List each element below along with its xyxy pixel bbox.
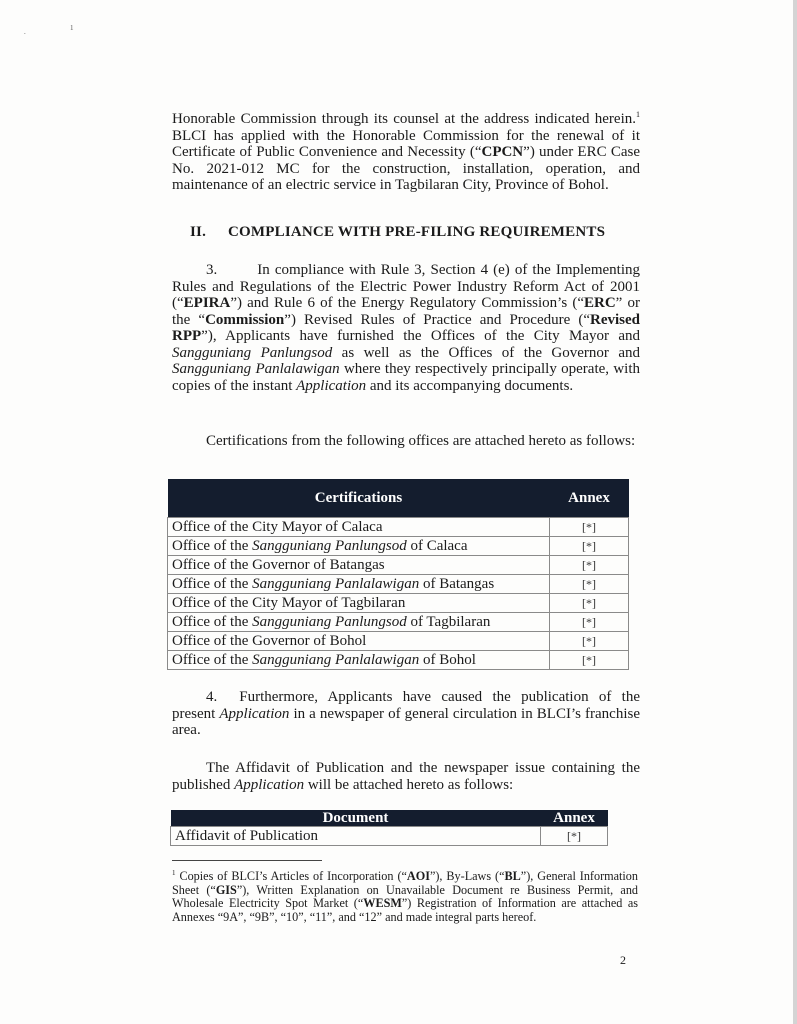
footnote-divider bbox=[172, 860, 322, 861]
page-number: 2 bbox=[620, 953, 626, 967]
paragraph-affidavit: The Affidavit of Publication and the newspaper issue containing the published Application will be attached hereto as follows: bbox=[172, 760, 640, 793]
annex-cell: [*] bbox=[550, 556, 629, 575]
paragraph-number: 4. bbox=[206, 689, 218, 705]
certification-cell: Office of the Sangguniang Panlalawigan of Bohol bbox=[168, 651, 550, 670]
paragraph-4: 4. Furthermore, Applicants have caused the publication of the present Application in a newspaper of general circulation in BLCI’s franchise area. bbox=[172, 689, 640, 738]
paragraph-number: 3. bbox=[206, 262, 218, 278]
footnote: $^1$ Copies of BLCI’s Articles of Incorporation (“AOI”), By-Laws (“BL”), General Information Sheet (“GIS”), Written Explanation on Unavailable Document re Business Permit, and Wholesale Electricity Spot Market (“WESM”) Registration of Information are attached as Annexes “9A”, “9B”, “10”, “11”, and “12” and made integral parts hereof. bbox=[172, 869, 639, 924]
table-row bbox=[168, 613, 629, 632]
annex-cell: [*] bbox=[550, 613, 629, 632]
column-header-certifications: Certifications bbox=[168, 479, 550, 518]
annex-cell: [*] bbox=[541, 827, 608, 846]
annex-cell: [*] bbox=[550, 518, 629, 537]
annex-cell: [*] bbox=[550, 594, 629, 613]
certification-cell: Office of the Sangguniang Panlungsod of Tagbilaran bbox=[168, 613, 550, 632]
scan-mark: . bbox=[24, 28, 26, 36]
certification-cell: Office of the Sangguniang Panlungsod of Calaca bbox=[168, 537, 550, 556]
section-number: II. bbox=[190, 224, 207, 240]
certification-cell: Office of the Sangguniang Panlalawigan of Batangas bbox=[168, 575, 550, 594]
certifications-table bbox=[167, 479, 629, 670]
table-row bbox=[168, 556, 629, 575]
table-row bbox=[168, 518, 629, 537]
column-header-document: Document bbox=[171, 810, 541, 827]
table-row bbox=[168, 594, 629, 613]
table-row bbox=[168, 575, 629, 594]
column-header-annex: Annex bbox=[550, 479, 629, 518]
paragraph-intro: Honorable Commission through its counsel at the address indicated herein.$^1$ BLCI has applied with the Honorable Commission for the renewal of it Certificate of Public Convenience and Necessity (“CPCN”) under ERC Case No. 2021-012 MC for the construction, installation, operation, and maintenance of an electric service in Tagbilaran City, Province of Bohol. bbox=[172, 110, 641, 193]
column-header-annex: Annex bbox=[541, 810, 608, 827]
page-edge bbox=[793, 0, 797, 1024]
table-header-row bbox=[171, 810, 608, 827]
certification-cell: Office of the City Mayor of Tagbilaran bbox=[168, 594, 550, 613]
table-row bbox=[168, 651, 629, 670]
annex-cell: [*] bbox=[550, 632, 629, 651]
paragraph-certifications: Certifications from the following offices are attached hereto as follows: bbox=[206, 433, 636, 449]
annex-cell: [*] bbox=[550, 575, 629, 594]
certification-cell: Office of the City Mayor of Calaca bbox=[168, 518, 550, 537]
section-heading bbox=[190, 224, 605, 241]
annex-cell: [*] bbox=[550, 651, 629, 670]
certification-cell: Office of the Governor of Batangas bbox=[168, 556, 550, 575]
table-row bbox=[168, 537, 629, 556]
table-header-row bbox=[168, 479, 629, 518]
document-table bbox=[170, 810, 608, 846]
footnote-number: 1 bbox=[172, 869, 176, 877]
certification-cell: Office of the Governor of Bohol bbox=[168, 632, 550, 651]
table-row bbox=[168, 632, 629, 651]
footnote-ref: 1 bbox=[636, 110, 640, 119]
table-row bbox=[171, 827, 608, 846]
section-title: COMPLIANCE WITH PRE-FILING REQUIREMENTS bbox=[228, 224, 606, 240]
annex-cell: [*] bbox=[550, 537, 629, 556]
document-cell: Affidavit of Publication bbox=[171, 827, 541, 846]
scan-mark: 1 bbox=[70, 24, 74, 32]
paragraph-3: 3. In compliance with Rule 3, Section 4 (e) of the Implementing Rules and Regulations of the Electric Power Industry Reform Act of 2001 (“EPIRA”) and Rule 6 of the Energy Regulatory Commission’s (“ERC” or the “Commission”) Revised Rules of Practice and Procedure (“Revised RPP”), Applicants have furnished the Offices of the City Mayor and Sangguniang Panlungsod as well as the Offices of the Governor and Sangguniang Panlalawigan where they respectively principally operate, with copies of the instant Application and its accompanying documents. bbox=[172, 262, 641, 394]
